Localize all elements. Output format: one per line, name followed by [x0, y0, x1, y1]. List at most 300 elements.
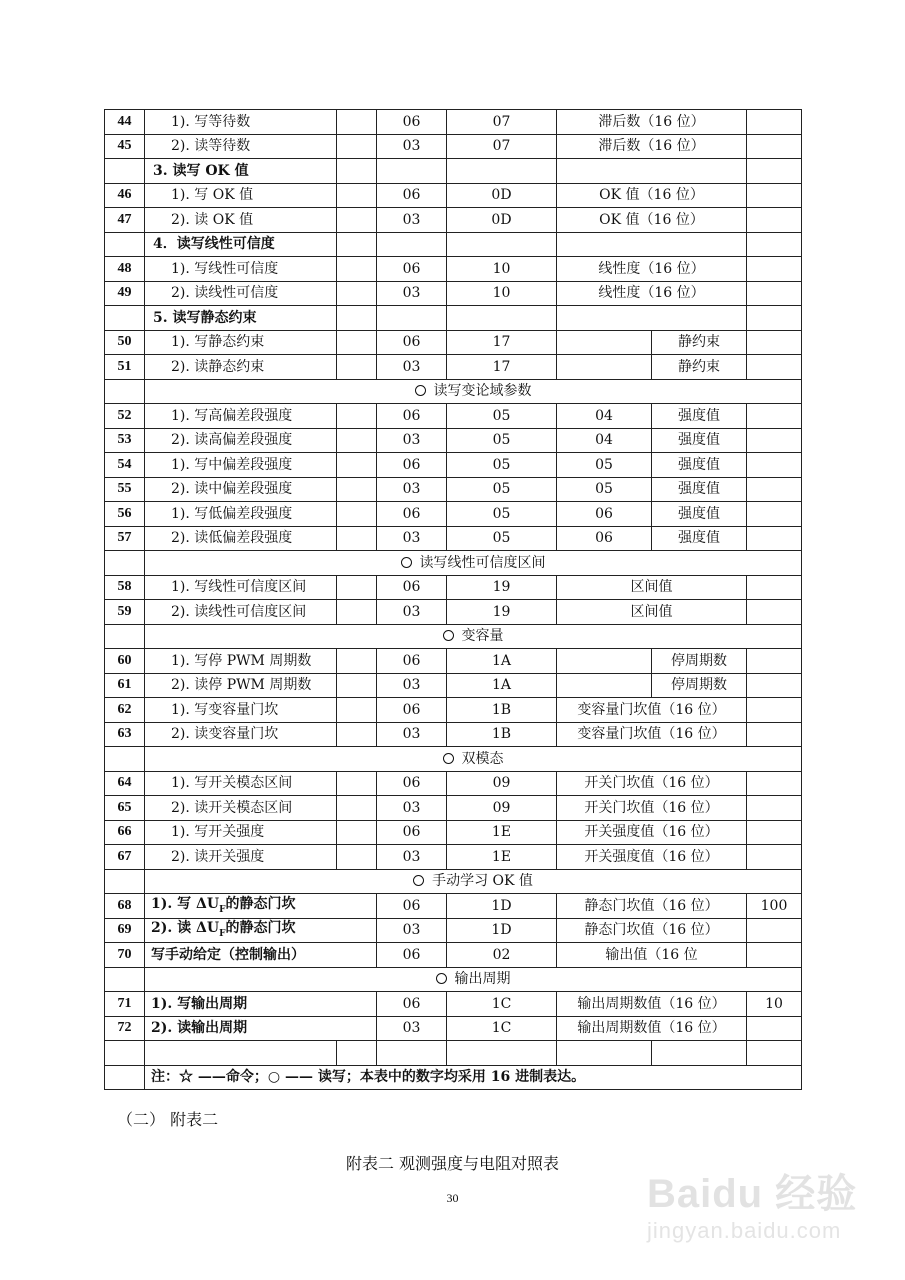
empty-cell [337, 257, 377, 282]
command-name [145, 1041, 337, 1066]
function-code: 06 [377, 771, 447, 796]
empty-cell [337, 306, 377, 331]
default-value [747, 1041, 802, 1066]
register-address: 10 [447, 281, 557, 306]
command-name [145, 943, 377, 968]
row-number: 55 [105, 477, 145, 502]
row-number: 72 [105, 1016, 145, 1041]
default-value [747, 918, 802, 943]
empty-cell [337, 232, 377, 257]
default-value [747, 404, 802, 429]
table-row [105, 1016, 802, 1041]
function-code: 06 [377, 183, 447, 208]
table-row [105, 453, 802, 478]
table-row [105, 1041, 802, 1066]
default-value [747, 820, 802, 845]
section-label: 输出周期 [454, 971, 511, 988]
command-name: 1). 写开关强度 [145, 820, 337, 845]
empty-cell [377, 232, 447, 257]
default-value [747, 183, 802, 208]
row-number: 59 [105, 600, 145, 625]
register-address: 05 [447, 428, 557, 453]
command-name-suffix: 的静态门坎 [225, 920, 296, 937]
command-name: 1). 写静态约束 [145, 330, 337, 355]
command-name-text: 1). 写 ΔU [151, 895, 220, 912]
section-heading [145, 747, 802, 772]
default-value [747, 110, 802, 135]
default-value [747, 600, 802, 625]
value-description: 线性度（16 位） [557, 257, 747, 282]
register-address: 0D [447, 183, 557, 208]
command-name: 1). 写变容量门坎 [145, 698, 337, 723]
table-row [105, 306, 802, 331]
default-value: 10 [747, 992, 802, 1017]
table-row [105, 110, 802, 135]
row-number: 57 [105, 526, 145, 551]
default-value [747, 134, 802, 159]
page-number: 30 [446, 1191, 459, 1205]
table-row [105, 551, 802, 576]
command-name: 2). 读开关强度 [145, 845, 337, 870]
table-row [105, 159, 802, 184]
empty-cell [337, 355, 377, 380]
register-address: 05 [447, 526, 557, 551]
sub-address [557, 355, 652, 380]
value-description: 强度值 [652, 404, 747, 429]
function-code: 06 [377, 820, 447, 845]
empty-cell [105, 967, 145, 992]
default-value [747, 796, 802, 821]
register-address: 1B [447, 698, 557, 723]
register-address: 09 [447, 796, 557, 821]
register-address: 1E [447, 845, 557, 870]
function-code: 06 [377, 502, 447, 527]
function-code: 06 [377, 257, 447, 282]
sub-address: 05 [557, 453, 652, 478]
command-name: 2). 读中偏差段强度 [145, 477, 337, 502]
command-name-text: 1). 写输出周期 [151, 995, 248, 1012]
table-row [105, 796, 802, 821]
value-description: 停周期数 [652, 673, 747, 698]
register-address: 05 [447, 502, 557, 527]
empty-cell [105, 747, 145, 772]
table-row [105, 257, 802, 282]
value-description: 强度值 [652, 453, 747, 478]
register-address: 1C [447, 992, 557, 1017]
empty-cell [337, 453, 377, 478]
table-row [105, 404, 802, 429]
circle-icon [443, 630, 454, 641]
row-number [105, 1041, 145, 1066]
command-name: 1). 写低偏差段强度 [145, 502, 337, 527]
function-code: 03 [377, 673, 447, 698]
default-value [747, 943, 802, 968]
circle-icon [401, 557, 412, 568]
command-name: 2). 读等待数 [145, 134, 337, 159]
table-row [105, 575, 802, 600]
row-number: 50 [105, 330, 145, 355]
row-number: 48 [105, 257, 145, 282]
register-address: 1D [447, 894, 557, 919]
default-value [747, 208, 802, 233]
table-row [105, 624, 802, 649]
table-row [105, 281, 802, 306]
table-row [105, 355, 802, 380]
table-row [105, 379, 802, 404]
table-row [105, 649, 802, 674]
row-number: 63 [105, 722, 145, 747]
value-description: 静态门坎值（16 位） [557, 894, 747, 919]
empty-cell [337, 281, 377, 306]
value-description: 静态门坎值（16 位） [557, 918, 747, 943]
register-address: 10 [447, 257, 557, 282]
row-number: 60 [105, 649, 145, 674]
value-description: 强度值 [652, 428, 747, 453]
empty-cell [337, 575, 377, 600]
default-value [747, 526, 802, 551]
empty-cell [337, 330, 377, 355]
value-description: 区间值 [557, 575, 747, 600]
register-address: 07 [447, 134, 557, 159]
sub-address: 04 [557, 404, 652, 429]
value-description: OK 值（16 位） [557, 208, 747, 233]
table-row [105, 845, 802, 870]
default-value [747, 453, 802, 478]
register-table [104, 109, 802, 1090]
value-description: 开关门坎值（16 位） [557, 771, 747, 796]
empty-cell [337, 134, 377, 159]
section-label: 双模态 [461, 750, 504, 767]
empty-cell [747, 159, 802, 184]
row-number: 46 [105, 183, 145, 208]
function-code: 06 [377, 404, 447, 429]
default-value [747, 281, 802, 306]
function-code: 06 [377, 110, 447, 135]
register-address: 1D [447, 918, 557, 943]
register-address: 1E [447, 820, 557, 845]
empty-cell [105, 379, 145, 404]
command-name: 1). 写高偏差段强度 [145, 404, 337, 429]
command-name-suffix: 的静态门坎 [225, 895, 296, 912]
empty-cell [337, 796, 377, 821]
value-description: 静约束 [652, 355, 747, 380]
table-row [105, 477, 802, 502]
default-value [747, 771, 802, 796]
empty-cell [337, 673, 377, 698]
default-value: 100 [747, 894, 802, 919]
empty-cell [337, 183, 377, 208]
register-address: 1C [447, 1016, 557, 1041]
function-code: 06 [377, 943, 447, 968]
row-number: 52 [105, 404, 145, 429]
table-note: 注：☆ ——命令；○ —— 读写；本表中的数字均采用 16 进制表达。 [145, 1065, 802, 1090]
table-row [105, 698, 802, 723]
register-address: 1A [447, 649, 557, 674]
value-description: OK 值（16 位） [557, 183, 747, 208]
row-number: 65 [105, 796, 145, 821]
row-number: 69 [105, 918, 145, 943]
empty-cell [557, 159, 747, 184]
command-name: 2). 读线性可信度区间 [145, 600, 337, 625]
value-description: 区间值 [557, 600, 747, 625]
empty-cell [337, 477, 377, 502]
table-row [105, 673, 802, 698]
circle-icon [436, 973, 447, 984]
command-name: 2). 读高偏差段强度 [145, 428, 337, 453]
empty-cell [447, 232, 557, 257]
empty-cell [337, 502, 377, 527]
command-name: 2). 读线性可信度 [145, 281, 337, 306]
empty-cell [337, 208, 377, 233]
register-address: 09 [447, 771, 557, 796]
command-name: 2). 读变容量门坎 [145, 722, 337, 747]
command-name [145, 918, 377, 943]
table-row [105, 869, 802, 894]
section-heading [145, 551, 802, 576]
group-heading: 5. 读写静态约束 [145, 306, 337, 331]
command-name: 2). 读 OK 值 [145, 208, 337, 233]
register-address: 1B [447, 722, 557, 747]
value-description: 输出周期数值（16 位） [557, 1016, 747, 1041]
table-row [105, 183, 802, 208]
table-row [105, 330, 802, 355]
command-name: 1). 写 OK 值 [145, 183, 337, 208]
command-name-text: 写手动给定（控制输出） [151, 946, 305, 963]
default-value [747, 355, 802, 380]
empty-cell [337, 526, 377, 551]
row-number [105, 232, 145, 257]
row-number: 47 [105, 208, 145, 233]
register-address: 05 [447, 453, 557, 478]
circle-icon [443, 753, 454, 764]
value-description: 线性度（16 位） [557, 281, 747, 306]
row-number: 71 [105, 992, 145, 1017]
table-row [105, 232, 802, 257]
function-code: 06 [377, 649, 447, 674]
empty-cell [447, 306, 557, 331]
function-code: 06 [377, 894, 447, 919]
value-description: 变容量门坎值（16 位） [557, 722, 747, 747]
section-label: 读写变论域参数 [433, 383, 532, 400]
empty-cell [337, 649, 377, 674]
default-value [747, 330, 802, 355]
command-name: 2). 读开关模态区间 [145, 796, 337, 821]
empty-cell [557, 306, 747, 331]
function-code: 03 [377, 477, 447, 502]
row-number: 64 [105, 771, 145, 796]
command-name-text: 2). 读 ΔU [151, 920, 220, 937]
command-name [145, 894, 377, 919]
sub-address: 06 [557, 526, 652, 551]
empty-cell [105, 624, 145, 649]
section-label: 手动学习 OK 值 [432, 873, 533, 890]
sub-address: 05 [557, 477, 652, 502]
default-value [747, 1016, 802, 1041]
empty-cell [337, 698, 377, 723]
row-number: 58 [105, 575, 145, 600]
function-code: 03 [377, 918, 447, 943]
default-value [747, 649, 802, 674]
empty-cell [337, 845, 377, 870]
section-label: 变容量 [461, 628, 504, 645]
value-description: 输出周期数值（16 位） [557, 992, 747, 1017]
command-name: 1). 写停 PWM 周期数 [145, 649, 337, 674]
register-address: 19 [447, 575, 557, 600]
value-description: 滞后数（16 位） [557, 110, 747, 135]
subscript: F [219, 904, 226, 915]
function-code: 03 [377, 355, 447, 380]
row-number: 54 [105, 453, 145, 478]
function-code: 03 [377, 600, 447, 625]
circle-icon [413, 875, 424, 886]
row-number: 61 [105, 673, 145, 698]
section-label: 读写线性可信度区间 [419, 554, 546, 571]
default-value [747, 502, 802, 527]
register-address: 17 [447, 355, 557, 380]
default-value [747, 428, 802, 453]
value-description: 静约束 [652, 330, 747, 355]
value-description: 开关强度值（16 位） [557, 845, 747, 870]
value-description: 滞后数（16 位） [557, 134, 747, 159]
value-description: 开关门坎值（16 位） [557, 796, 747, 821]
default-value [747, 673, 802, 698]
sub-address [557, 649, 652, 674]
table-row [105, 943, 802, 968]
value-description: 强度值 [652, 502, 747, 527]
default-value [747, 477, 802, 502]
function-code: 03 [377, 428, 447, 453]
function-code: 03 [377, 722, 447, 747]
register-address: 17 [447, 330, 557, 355]
function-code: 03 [377, 526, 447, 551]
command-name [145, 1016, 377, 1041]
sub-address [557, 330, 652, 355]
command-name-text: 2). 读输出周期 [151, 1020, 248, 1037]
function-code: 06 [377, 698, 447, 723]
section-heading [145, 379, 802, 404]
row-number: 53 [105, 428, 145, 453]
row-number: 56 [105, 502, 145, 527]
empty-cell [105, 869, 145, 894]
value-description: 开关强度值（16 位） [557, 820, 747, 845]
command-name: 2). 读停 PWM 周期数 [145, 673, 337, 698]
baidu-watermark [641, 1160, 901, 1270]
command-name: 1). 写中偏差段强度 [145, 453, 337, 478]
row-number: 67 [105, 845, 145, 870]
function-code: 06 [377, 453, 447, 478]
default-value [747, 698, 802, 723]
function-code [377, 1041, 447, 1066]
group-heading: 4．读写线性可信度 [145, 232, 337, 257]
register-address: 19 [447, 600, 557, 625]
row-number: 62 [105, 698, 145, 723]
empty-cell [447, 159, 557, 184]
sub-address: 06 [557, 502, 652, 527]
row-number: 70 [105, 943, 145, 968]
table-row [105, 894, 802, 919]
row-number: 49 [105, 281, 145, 306]
circle-icon [415, 385, 426, 396]
command-name: 2). 读低偏差段强度 [145, 526, 337, 551]
subscript: F [219, 929, 226, 940]
register-address: 07 [447, 110, 557, 135]
command-name: 1). 写等待数 [145, 110, 337, 135]
command-name [145, 992, 377, 1017]
table-row [105, 992, 802, 1017]
row-number [105, 159, 145, 184]
default-value [747, 257, 802, 282]
register-address: 05 [447, 477, 557, 502]
value-description: 停周期数 [652, 649, 747, 674]
row-number: 44 [105, 110, 145, 135]
empty-cell [337, 820, 377, 845]
default-value [747, 722, 802, 747]
empty-cell [337, 722, 377, 747]
section-heading [145, 869, 802, 894]
table-row [105, 820, 802, 845]
register-address [447, 1041, 557, 1066]
empty-cell [747, 232, 802, 257]
default-value [747, 575, 802, 600]
empty-cell [747, 306, 802, 331]
function-code: 03 [377, 134, 447, 159]
function-code: 03 [377, 845, 447, 870]
row-number: 51 [105, 355, 145, 380]
row-number: 45 [105, 134, 145, 159]
command-name: 2). 读静态约束 [145, 355, 337, 380]
function-code: 03 [377, 1016, 447, 1041]
table-row [105, 600, 802, 625]
empty-cell [337, 600, 377, 625]
table-row [105, 526, 802, 551]
register-address: 02 [447, 943, 557, 968]
empty-cell [105, 551, 145, 576]
command-name: 1). 写线性可信度 [145, 257, 337, 282]
table-row [105, 134, 802, 159]
function-code: 06 [377, 575, 447, 600]
command-name: 1). 写开关模态区间 [145, 771, 337, 796]
table-row [105, 967, 802, 992]
empty-cell [105, 1065, 145, 1090]
empty-cell [337, 428, 377, 453]
empty-cell [337, 159, 377, 184]
function-code: 06 [377, 992, 447, 1017]
row-number: 66 [105, 820, 145, 845]
appendix-subheading: （二） 附表二 [117, 1110, 219, 1129]
function-code: 03 [377, 796, 447, 821]
table-row [105, 771, 802, 796]
sub-address: 04 [557, 428, 652, 453]
register-address: 05 [447, 404, 557, 429]
function-code: 03 [377, 208, 447, 233]
empty-cell [557, 232, 747, 257]
table-row [105, 428, 802, 453]
register-address: 0D [447, 208, 557, 233]
table-row [105, 918, 802, 943]
appendix-table-title: 附表二 观测强度与电阻对照表 [345, 1154, 560, 1173]
empty-cell [337, 110, 377, 135]
empty-cell [377, 159, 447, 184]
watermark-logo: Baidu 经验 [647, 1172, 858, 1216]
empty-cell [337, 1041, 377, 1066]
watermark-url: jingyan.baidu.com [647, 1218, 842, 1243]
sub-address [557, 673, 652, 698]
command-name: 1). 写线性可信度区间 [145, 575, 337, 600]
table-row [105, 722, 802, 747]
row-number [105, 306, 145, 331]
function-code: 06 [377, 330, 447, 355]
table-row [105, 747, 802, 772]
